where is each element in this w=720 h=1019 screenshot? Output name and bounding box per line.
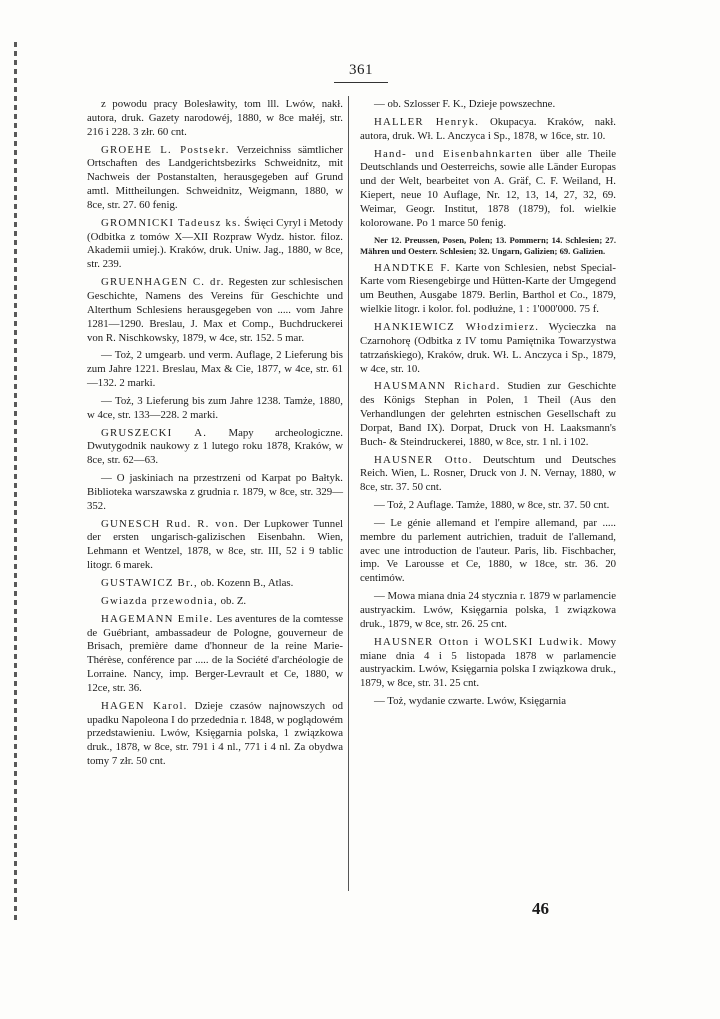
entry-text: — Toż, wydanie czwarte. Lwów, Księgarnia bbox=[374, 695, 567, 708]
page-number: 361 bbox=[326, 62, 396, 79]
entry-text: — Toż, 2 umgearb. und verm. Auflage, 2 Lieferung bis zum Jahre 1221. Breslau, Max & Cie, 1877, w 4ce, str. 61—132. 2 marki. bbox=[87, 349, 343, 390]
right-column bbox=[360, 98, 616, 713]
bibliography-entry bbox=[360, 98, 616, 112]
entry-text: ob. Z. bbox=[220, 594, 247, 607]
bibliography-entry bbox=[360, 321, 616, 376]
entry-text: Regesten zur schlesischen Geschichte, Namens des Vereins für Geschichte und Alterthum Schlesiens herausgegeben von ..... vom Jahre 1281—1290. Breslau, J. Max et Comp., Buchdruckerei von R. Nischkowsky, 1879, w 4ce, str. 152. 5 mar. bbox=[87, 276, 343, 344]
bibliography-entry bbox=[360, 636, 616, 691]
signature-mark: 46 bbox=[532, 899, 549, 918]
entry-text: Mowy miane dnia 4 i 5 listopada 1878 w parlamencie austryackim. Lwów, Księgarnia polska I związkowa druk., 1879, w 8ce, str. 31. 25 cnt. bbox=[360, 635, 617, 690]
bibliography-entry bbox=[87, 276, 343, 345]
binding-edge bbox=[14, 42, 17, 922]
entry-heading: HAUSNER Otto. bbox=[374, 453, 473, 466]
entry-heading: HANDTKE F. bbox=[374, 261, 451, 274]
entry-text: — Toż, 2 Auflage. Tamże, 1880, w 8ce, str. 37. 50 cnt. bbox=[374, 499, 610, 512]
entry-heading: HANKIEWICZ Włodzimierz. bbox=[374, 320, 540, 333]
bibliography-entry bbox=[87, 395, 343, 423]
entry-heading: Hand- und Eisenbahnkarten bbox=[374, 147, 534, 160]
entry-text: Deutschtum und Deutsches Reich. Wien, L. Rosner, Druck von J. N. Vernay, 1880, w 8ce, str. 37. 50 cnt. bbox=[360, 453, 616, 494]
entry-text: Karte von Schlesien, nebst Special-Karte vom Riesengebirge und Hütten-Karte der Umgegend um Beuthen, Ausgabe 1879. Berlin, Barthol et Co., 1879, wielkie litogr. i kolor. fol. podłużne, 1 : 1'000'000. 75 f. bbox=[360, 261, 616, 316]
bibliography-entry bbox=[360, 454, 616, 496]
entry-text: — Toż, 3 Lieferung bis zum Jahre 1238. Tamże, 1880, w 4ce, str. 133—228. 2 marki. bbox=[87, 394, 343, 421]
bibliography-entry bbox=[360, 116, 616, 144]
entry-text: Święci Cyryl i Metody (Odbitka z tomów X—XII Rozpraw Wydz. histor. filoz. Akademii umiej.). Kraków, druk. Uniw. Jag., 1880, w 8ce, str. 239. bbox=[87, 216, 343, 271]
entry-text: z powodu pracy Bolesławity, tom lll. Lwów, nakł. autora, druk. Gazety narodowéj, 1880, w 8ce małéj, str. 216 i 228. 3 złr. 60 cnt. bbox=[87, 98, 343, 138]
entry-text: Dzieje czasów najnowszych od upadku Napoleona I do przedednia r. 1848, w poglądowém przedstawieniu. Lwów, Księgarnia polska, 1 związkowa druk., 1878, w 8ce, str. 791 i 4 nl., 771 i 4 nl. Za obydwa tomy 7 złr. 50 cnt. bbox=[87, 699, 343, 768]
entry-heading: GROMNICKI Tadeusz ks. bbox=[101, 216, 242, 229]
entry-text: Ner 12. Preussen, Posen, Polen; 13. Pommern; 14. Schlesien; 27. Mähren und Oesterr. Schlesien; 32. Ungarn, Galizien; 69. Galizien. bbox=[360, 234, 616, 256]
bibliography-entry bbox=[87, 518, 343, 573]
bibliography-entry bbox=[360, 380, 616, 449]
entry-text: — Le génie allemand et l'empire allemand, par ..... membre du parlement autrichien, traduit de l'allemand, avec une introduction de l'auteur. Paris, lib. Fischbacher, imp. Ve Larousse et Ce, 1880, w 18ce, str. 36. 20 centimów. bbox=[360, 516, 616, 585]
entry-text: Der Lupkower Tunnel der ersten ungarisch-galizischen Eisenbahn. Wien, Lehmann et Wentzel, 1878, w 8ce, str. III, 52 i 9 tablic litogr. 6 marek. bbox=[87, 517, 343, 572]
left-column bbox=[87, 98, 343, 773]
bibliography-entry bbox=[87, 577, 343, 591]
entry-text: über alle Theile Deutschlands und Oesterreichs, sowie alle Länder Europas und der Welt, bearbeitet von A. Gräf, C. F. Weiland, H. Kiepert, neue 10 Auflage, Nr. 12, 13, 14, 27, 32, 69. Weimar, Geogr. Institut, 1878 (1879), fol. wielkie kolorowane. Po 1 marce 50 fenig. bbox=[360, 147, 616, 229]
bibliography-entry bbox=[87, 472, 343, 514]
entry-heading: GUSTAWICZ Br., bbox=[101, 577, 198, 589]
column-divider bbox=[348, 96, 349, 891]
bibliography-entry bbox=[87, 613, 343, 696]
bibliography-entry bbox=[360, 262, 616, 317]
bibliography-entry bbox=[87, 144, 343, 213]
entry-heading: GROEHE L. Postsekr. bbox=[101, 143, 230, 156]
bibliography-entry bbox=[360, 148, 616, 231]
bibliography-entry bbox=[87, 98, 343, 140]
entry-text: Verzeichniss sämtlicher Ortschaften des Landgerichtsbezirks Schweidnitz, mit Nachweis der Postanstalten, herausgegeben auf Grund amtl. Mittheilungen. Schweidnitz, Weigmann, 1880, w 8ce, str. 27. 60 fenig. bbox=[87, 143, 343, 211]
bibliography-entry bbox=[87, 700, 343, 769]
entry-heading: GRUSZECKI A. bbox=[101, 426, 208, 439]
entry-heading: HAUSMANN Richard. bbox=[374, 380, 501, 393]
entry-text: Wycieczka na Czarnohorę (Odbitka z IV tomu Pamiętnika Towarzystwa tatrzańskiego), Kraków, druk. Wł. L. Anczyca i Sp., 1879, w 4ce, str. 10. bbox=[360, 320, 616, 375]
entry-text: ob. Kozenn B., Atlas. bbox=[200, 577, 294, 589]
entry-text: Mapy archeologiczne. Dwutygodnik naukowy z 1 lutego roku 1878, Kraków, w 8ce, str. 62—63. bbox=[87, 426, 344, 467]
entry-text: Okupacya. Kraków, nakł. autora, druk. Wł. L. Anczyca i Sp., 1878, w 16ce, str. 10. bbox=[360, 115, 616, 142]
entry-heading: HAUSNER Otton i WOLSKI Ludwik. bbox=[374, 635, 584, 648]
bibliography-entry bbox=[87, 217, 343, 272]
bibliography-entry bbox=[360, 695, 616, 709]
bibliography-entry bbox=[360, 590, 616, 632]
entry-text: — O jaskiniach na przestrzeni od Karpat po Bałtyk. Biblioteka warszawska z grudnia r. 1879, w 8ce, str. 329—352. bbox=[87, 472, 343, 512]
bibliography-entry bbox=[87, 349, 343, 391]
bibliography-entry bbox=[360, 499, 616, 513]
bibliography-entry bbox=[360, 517, 616, 586]
entry-text: Les aventures de la comtesse de Guébriant, ambassadeur de Pologne, gouverneur de Brisach, première dame d'honneur de la reine Marie-Thérèse, conférence par ..... de la Société d'archéologie de Lorraine. Nancy, imp. Berger-Levrault et Ce, 1880, w 12ce, str. 36. bbox=[87, 612, 343, 694]
bibliography-entry bbox=[87, 427, 343, 469]
entry-heading: HAGEMANN Emile. bbox=[101, 612, 214, 625]
bibliography-entry bbox=[360, 235, 616, 257]
entry-heading: HALLER Henryk. bbox=[374, 115, 480, 128]
entry-text: — ob. Szlosser F. K., Dzieje powszechne. bbox=[374, 98, 556, 110]
entry-heading: Gwiazda przewodnia, bbox=[101, 594, 218, 607]
entry-text: — Mowa miana dnia 24 stycznia r. 1879 w parlamencie austryackim. Lwów, Księgarnia polska, 1 związkowa druk., 1879, w 8ce, str. 26. 25 cnt. bbox=[360, 590, 616, 630]
entry-text: Studien zur Geschichte des Königs Stephan in Polen, 1 Theil (Aus den Verhandlungen der gelehrten estnischen Gesellschaft zu Dorpat, Band IX). Dorpat, Druck von H. Laaksmann's Buch- & Steindruckerei, 1880, w 8ce, str. 1 nl. i 102. bbox=[360, 380, 616, 448]
bibliography-entry bbox=[87, 595, 343, 609]
entry-heading: HAGEN Karol. bbox=[101, 699, 188, 712]
entry-heading: GUNESCH Rud. R. von. bbox=[101, 517, 239, 530]
entry-heading: GRUENHAGEN C. dr. bbox=[101, 276, 225, 289]
